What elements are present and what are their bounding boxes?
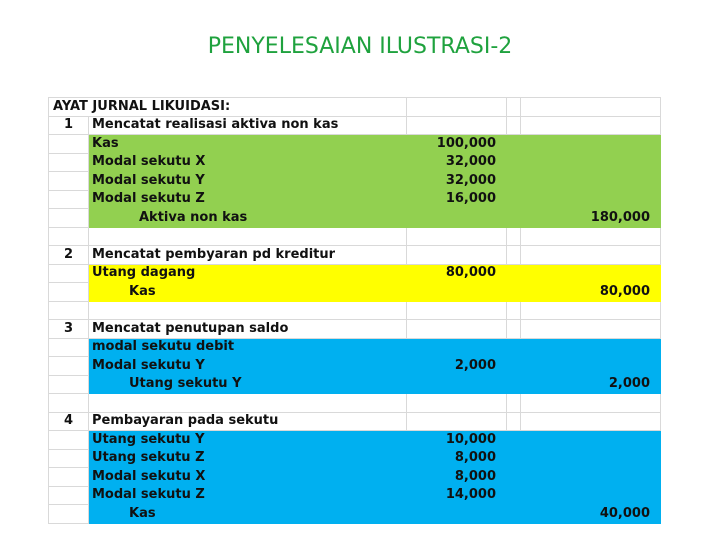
table-row bbox=[49, 264, 661, 283]
entry-number: 3 bbox=[49, 320, 89, 339]
credit-account: Aktiva non kas bbox=[89, 209, 407, 228]
debit-amount: 80,000 bbox=[407, 264, 507, 283]
credit-amount: 2,000 bbox=[521, 375, 661, 394]
table-row bbox=[49, 190, 661, 209]
table-row bbox=[49, 209, 661, 228]
debit-account: Kas bbox=[89, 135, 407, 154]
spacer-row bbox=[49, 394, 661, 413]
debit-amount: 2,000 bbox=[407, 357, 507, 376]
credit-account: Kas bbox=[89, 505, 407, 524]
entry-number: 2 bbox=[49, 246, 89, 265]
entry-1-desc-row bbox=[49, 116, 661, 135]
table-row bbox=[49, 135, 661, 154]
entry-number: 4 bbox=[49, 412, 89, 431]
debit-account: Modal sekutu X bbox=[89, 153, 407, 172]
table-row bbox=[49, 431, 661, 450]
debit-account: Modal sekutu X bbox=[89, 468, 407, 487]
sheet-header-row bbox=[49, 98, 661, 117]
spacer-row bbox=[49, 227, 661, 246]
entry-description: Mencatat realisasi aktiva non kas bbox=[89, 116, 407, 135]
debit-amount: 32,000 bbox=[407, 153, 507, 172]
debit-account: Modal sekutu Y bbox=[89, 357, 407, 376]
debit-account: Modal sekutu Y bbox=[89, 172, 407, 191]
debit-account: Modal sekutu Z bbox=[89, 190, 407, 209]
debit-amount: 16,000 bbox=[407, 190, 507, 209]
entry-description: Mencatat penutupan saldo bbox=[89, 320, 407, 339]
table-row bbox=[49, 375, 661, 394]
debit-account: Modal sekutu Z bbox=[89, 486, 407, 505]
table-row bbox=[49, 505, 661, 524]
spacer-row bbox=[49, 301, 661, 320]
sheet-header: AYAT JURNAL LIKUIDASI: bbox=[49, 98, 407, 117]
table-row bbox=[49, 153, 661, 172]
table-row bbox=[49, 357, 661, 376]
debit-amount: 32,000 bbox=[407, 172, 507, 191]
credit-amount: 80,000 bbox=[521, 283, 661, 302]
credit-account: Kas bbox=[89, 283, 407, 302]
entry-3-desc-row bbox=[49, 320, 661, 339]
debit-amount: 14,000 bbox=[407, 486, 507, 505]
table-row bbox=[49, 486, 661, 505]
table-row bbox=[49, 449, 661, 468]
debit-amount: 10,000 bbox=[407, 431, 507, 450]
table-row bbox=[49, 172, 661, 191]
entry-number: 1 bbox=[49, 116, 89, 135]
credit-account: Utang sekutu Y bbox=[89, 375, 407, 394]
debit-amount: 100,000 bbox=[407, 135, 507, 154]
entry-description: Mencatat pembyaran pd kreditur bbox=[89, 246, 407, 265]
debit-account: Utang sekutu Z bbox=[89, 449, 407, 468]
credit-amount: 40,000 bbox=[521, 505, 661, 524]
entry-description: Pembayaran pada sekutu bbox=[89, 412, 407, 431]
table-row bbox=[49, 468, 661, 487]
entry-2-desc-row bbox=[49, 246, 661, 265]
debit-amount: 8,000 bbox=[407, 449, 507, 468]
debit-account: Utang dagang bbox=[89, 264, 407, 283]
page-title: PENYELESAIAN ILUSTRASI-2 bbox=[207, 34, 513, 59]
journal-sheet bbox=[48, 97, 661, 524]
debit-account: Utang sekutu Y bbox=[89, 431, 407, 450]
table-row bbox=[49, 338, 661, 357]
entry-4-desc-row bbox=[49, 412, 661, 431]
credit-amount: 180,000 bbox=[521, 209, 661, 228]
table-row bbox=[49, 283, 661, 302]
entry-subdescription: modal sekutu debit bbox=[89, 338, 407, 357]
debit-amount: 8,000 bbox=[407, 468, 507, 487]
